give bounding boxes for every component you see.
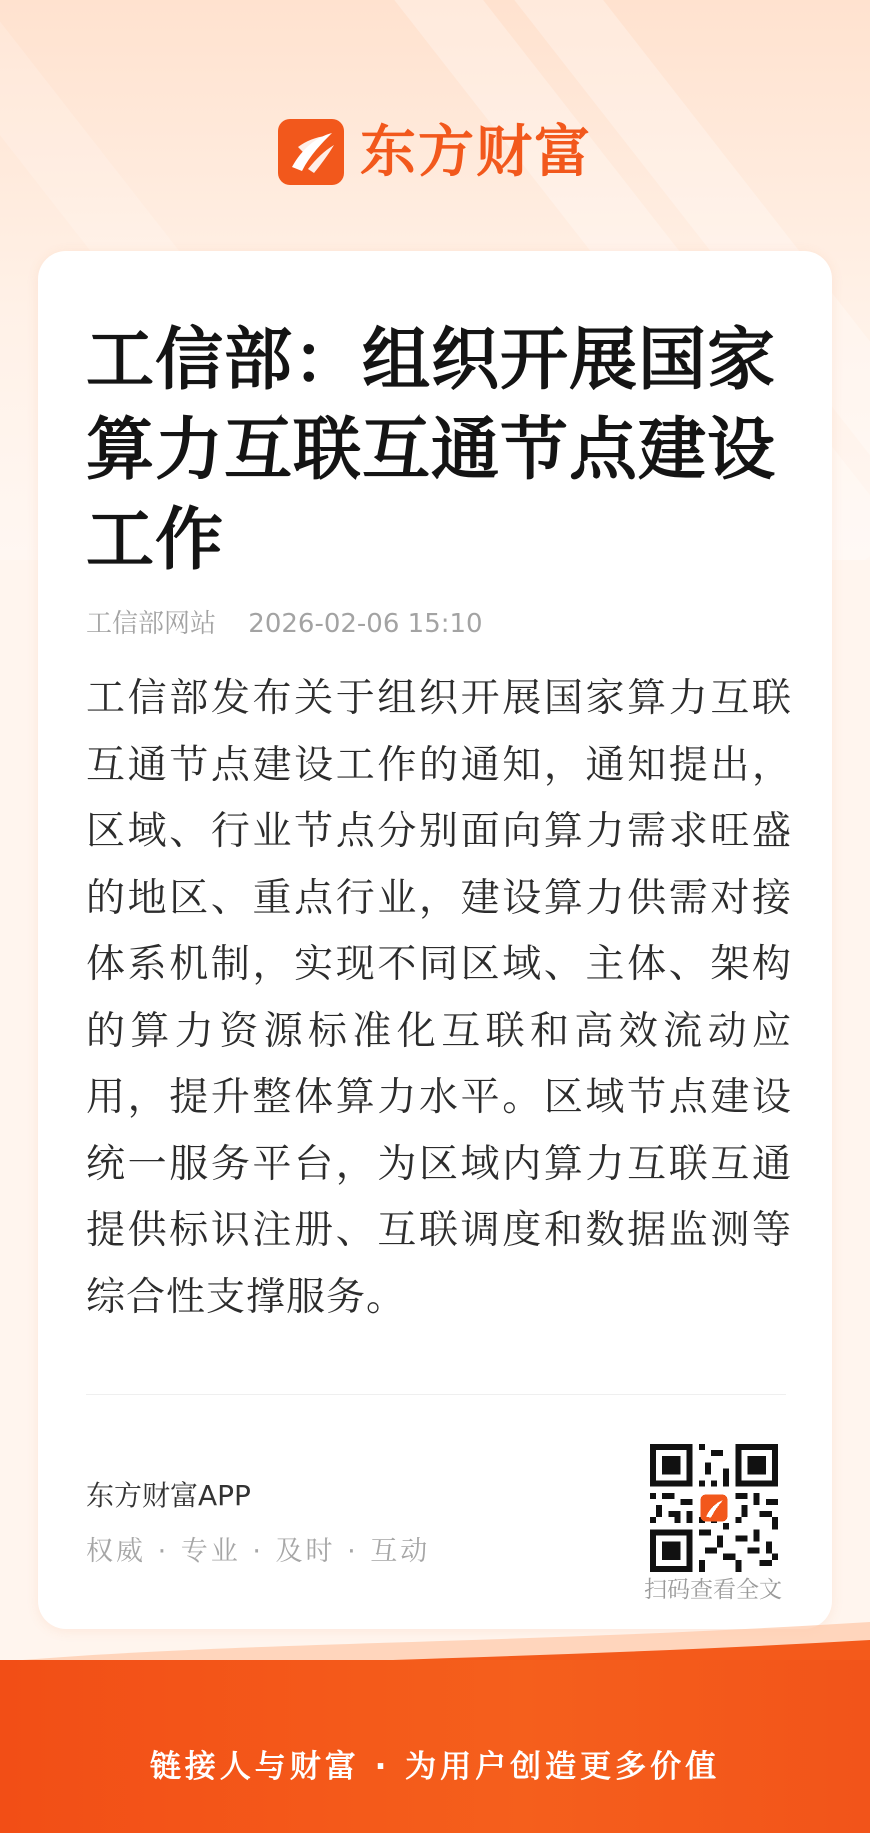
article-body: 工信部发布关于组织开展国家算力互联互通节点建设工作的通知，通知提出，区域、行业节点分别面向算力需求旺盛的地区、重点行业，建设算力供需对接体系机制，实现不同区域、主体、架构的算力资源标准化互联和高效流动应用，提升整体算力水平。区域节点建设统一服务平台，为区域内算力互联互通提供标识注册、互联调度和数据监测等综合性支撑服务。 — [86, 676, 792, 1320]
article-meta — [86, 606, 483, 642]
article-title: 工信部：组织开展国家算力互联互通节点建设工作 — [86, 320, 777, 580]
article-datetime: 2026-02-06 15:10 — [248, 609, 483, 639]
article-source: 工信部网站 — [86, 609, 217, 639]
app-tagline: 权威 · 专业 · 及时 · 互动 — [86, 1536, 431, 1567]
app-name: 东方财富APP — [86, 1479, 251, 1512]
qr-code-icon[interactable] — [650, 1444, 778, 1572]
article-card — [38, 251, 832, 1629]
brand-logo — [0, 117, 870, 187]
divider — [86, 1394, 786, 1395]
qr-caption: 扫码查看全文 — [644, 1577, 782, 1603]
eastmoney-logo-icon — [278, 119, 344, 185]
brand-name: 东方财富 — [360, 119, 592, 185]
footer-slogan: 链接人与财富 · 为用户创造更多价值 — [149, 1749, 721, 1785]
